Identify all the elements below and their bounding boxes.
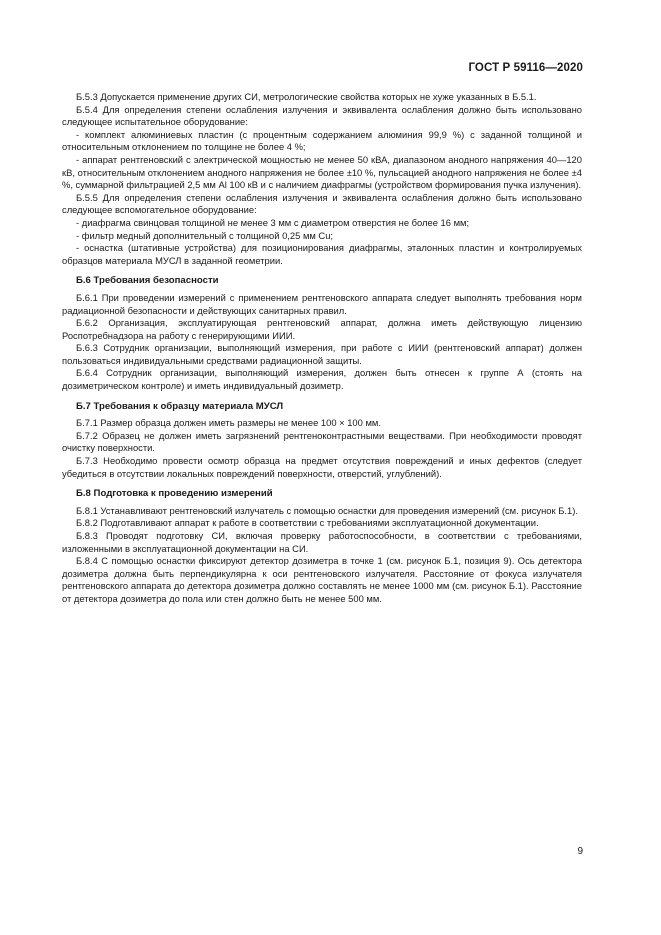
paragraph: Б.7.2 Образец не должен иметь загрязнений рентгеноконтрастными веществами. При необходимости проводят очистку поверхности. bbox=[62, 429, 582, 454]
document-body bbox=[62, 91, 582, 606]
paragraph: Б.7.1 Размер образца должен иметь размеры не менее 100 × 100 мм. bbox=[76, 417, 381, 429]
list-item: - аппарат рентгеновский с электрической мощностью не менее 50 кВА, диапазоном анодного напряжения 40—120 кВ, относительным отклонением анодного напряжения не более ±10 %, пульсацией анодного напряжения не более ±4 %, суммарной фильтрацией 2,5 мм Al 100 кВ и с наличием диафрагмы (устройством формирования пучка излучения). bbox=[62, 153, 582, 191]
paragraph: Б.8.4 С помощью оснастки фиксируют детектор дозиметра в точке 1 (см. рисунок Б.1, позиция 9). Ось детектора дозиметра должна быть перпендикулярна к оси рентгеновского излучателя. Расстояние от фокуса излучателя рентгеновского аппарата до детектора дозиметра должно составлять не менее 1000 мм (см. рисунок Б.1). Расстояние от детектора дозиметра до пола или стен должно быть не менее 500 мм. bbox=[62, 555, 582, 604]
paragraph: Б.6.3 Сотрудник организации, выполняющий измерения, при работе с ИИИ (рентгеновский аппарат) должен пользоваться индивидуальными средствами радиационной защиты. bbox=[62, 342, 582, 366]
list-item: - комплект алюминиевых пластин (с процентным содержанием алюминия 99,9 %) с заданной толщиной и относительным отклонением по толщине не более 4 %; bbox=[62, 128, 582, 153]
list-item: - оснастка (штативные устройства) для позиционирования диафрагмы, эталонных пластин и контролируемых образцов материала МУСЛ в заданной геометрии. bbox=[62, 242, 582, 266]
paragraph: Б.8.2 Подготавливают аппарат к работе в соответствии с требованиями эксплуатационной документации. bbox=[76, 517, 539, 529]
section-heading: Б.6 Требования безопасности bbox=[76, 275, 219, 287]
paragraph: Б.7.3 Необходимо провести осмотр образца на предмет отсутствия повреждений и иных дефектов (следует убедиться в отсутствии локальных повреждений поверхности, отверстий, углублений). bbox=[62, 455, 582, 479]
paragraph: Б.6.2 Организация, эксплуатирующая рентгеновский аппарат, должна иметь действующую лицензию Роспотребнадзора на работу с генерирующими ИИИ. bbox=[62, 317, 582, 341]
section-heading: Б.7 Требования к образцу материала МУСЛ bbox=[76, 400, 284, 412]
paragraph: Б.5.3 Допускается применение других СИ, метрологические свойства которых не хуже указанных в Б.5.1. bbox=[76, 91, 537, 102]
paragraph: Б.5.4 Для определения степени ослабления излучения и эквивалента ослабления должно быть использовано следующее испытательное оборудование: bbox=[62, 103, 582, 128]
list-item: - диафрагма свинцовая толщиной не менее 3 мм с диаметром отверстия не более 16 мм; bbox=[76, 216, 470, 228]
paragraph: Б.6.4 Сотрудник организации, выполняющий измерения, должен быть отнесен к группе А (стоять на дозиметрическом контроле) и иметь индивидуальный дозиметр. bbox=[62, 367, 582, 392]
list-item: - фильтр медный дополнительный с толщиной 0,25 мм Cu; bbox=[76, 229, 334, 241]
paragraph: Б.6.1 При проведении измерений с применением рентгеновского аппарата следует выполнять требования норм радиационной безопасности и действующих санитарных правил. bbox=[62, 291, 582, 316]
document-standard-id: ГОСТ Р 59116—2020 bbox=[468, 62, 583, 74]
paragraph: Б.5.5 Для определения степени ослабления излучения и эквивалента ослабления должно быть использовано следующее вспомогательное оборудование: bbox=[62, 191, 582, 216]
paragraph: Б.8.3 Проводят подготовку СИ, включая проверку работоспособности, в соответствии с требованиями, изложенными в эксплуатационной документации на СИ. bbox=[62, 530, 582, 554]
page-number: 9 bbox=[577, 846, 583, 857]
paragraph: Б.8.1 Устанавливают рентгеновский излучатель с помощью оснастки для проведения измерений (см. рисунок Б.1). bbox=[76, 504, 578, 516]
section-heading: Б.8 Подготовка к проведению измерений bbox=[76, 488, 273, 500]
